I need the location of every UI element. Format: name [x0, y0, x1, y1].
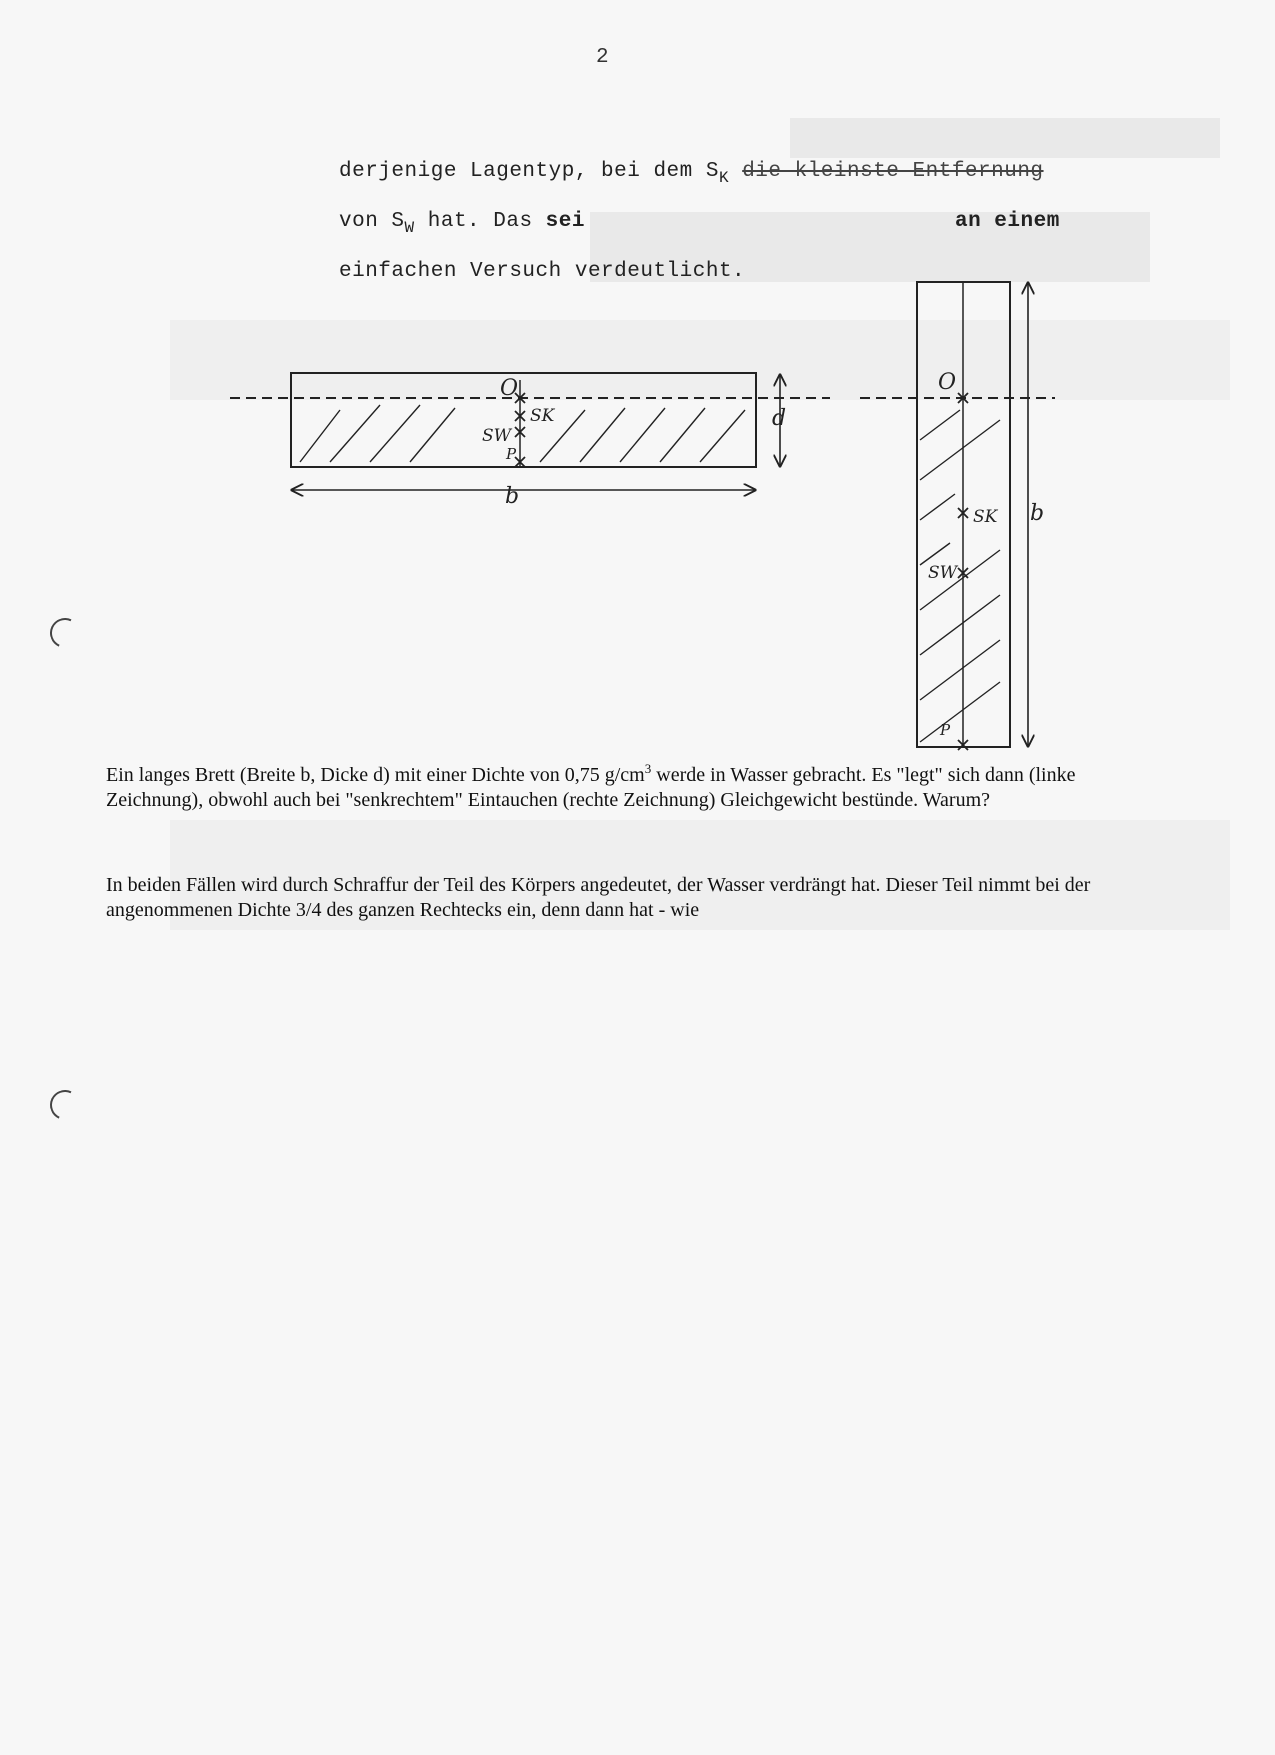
left-drawing: [230, 373, 830, 490]
left-label-sk: SK: [530, 406, 555, 426]
struck-text: die kleinste Entfernung: [742, 160, 1044, 183]
subscript-w: W: [404, 219, 415, 237]
typed-line-3: einfachen Versuch verdeutlicht.: [339, 260, 746, 283]
right-label-b: b: [1030, 501, 1045, 526]
paragraph-2: In beiden Fällen wird durch Schraffur der Teil des Körpers angedeutet, der Wasser verdrängt hat. Dieser Teil nimmt bei der angenommenen Dichte 3/4 des ganzen Rechtecks ein, denn dann hat - wie: [106, 874, 1091, 921]
page-number: 2: [596, 46, 609, 69]
paragraph-1: [106, 756, 1106, 813]
right-label-p: P: [940, 721, 951, 739]
board-diagram: [0, 0, 1275, 760]
typed-line-2-text-b: hat. Das: [427, 210, 533, 233]
typed-bold-sei: sei: [545, 210, 585, 233]
superscript-3: 3: [644, 761, 652, 776]
right-label-sw: SW: [928, 563, 958, 583]
punch-hole: [46, 1086, 84, 1124]
subscript-k: K: [718, 169, 730, 187]
left-label-p: P: [506, 445, 517, 463]
paragraph-1-text-a: Ein langes Brett (Breite b, Dicke d) mit einer Dichte von 0,75 g/cm: [106, 764, 645, 786]
paragraph-1-text-b: werde in Wasser gebracht. Es "legt" sich dann (linke Zeichnung), obwohl auch bei "senkrechtem" Eintauchen (rechte Zeichnung) Gleichgewicht bestünde. Warum?: [106, 764, 1076, 811]
typed-line-1-text: derjenige Lagentyp, bei dem S: [339, 160, 719, 183]
right-drawing: [860, 282, 1055, 750]
left-label-o: O: [500, 376, 519, 401]
right-label-sk: SK: [973, 507, 998, 527]
left-label-b: b: [505, 484, 520, 509]
left-label-d: d: [772, 406, 787, 431]
typed-bold-an-einem: an einem: [954, 210, 1060, 233]
right-label-o: O: [938, 370, 957, 395]
typed-line-2-text: von S: [339, 210, 405, 233]
left-label-sw: SW: [482, 426, 512, 446]
